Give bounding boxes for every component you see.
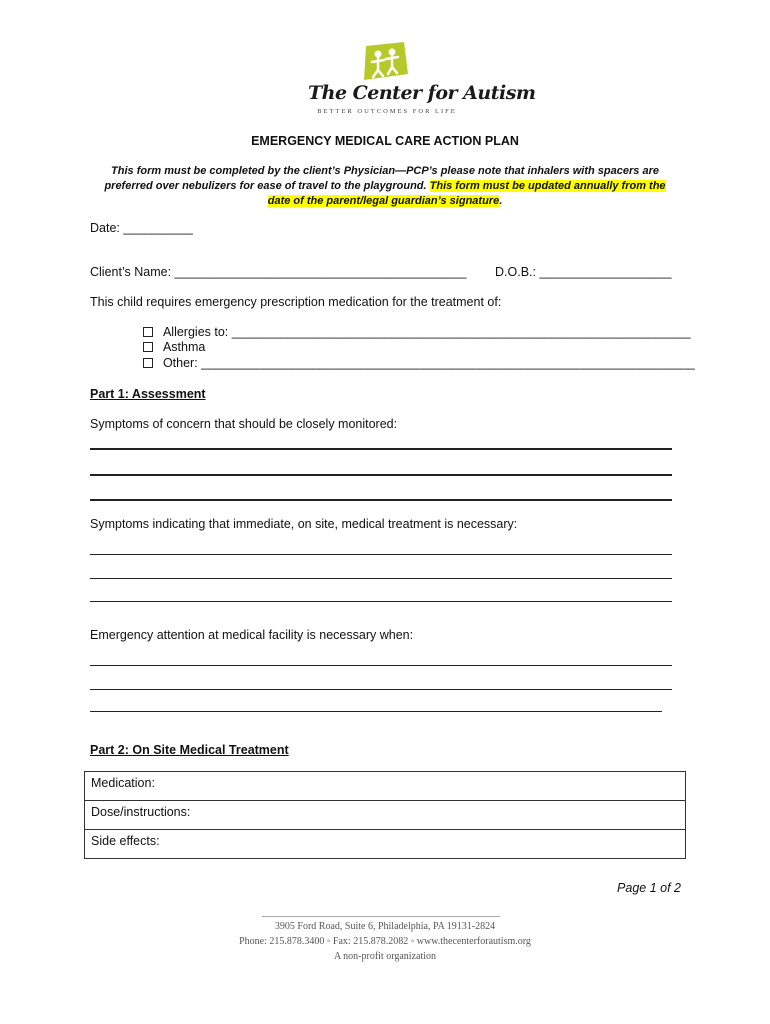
part1-heading: Part 1: Assessment — [90, 387, 206, 401]
part1-question-monitored: Symptoms of concern that should be closely monitored: — [90, 417, 398, 431]
table-row — [85, 772, 686, 801]
other-checkbox[interactable] — [143, 358, 153, 368]
part1-question-facility: Emergency attention at medical facility is necessary when: — [90, 628, 414, 642]
footer-contact: Phone: 215.878.3400 ◦ Fax: 215.878.2082 ◦ www.thecenterforautism.org — [239, 936, 531, 947]
answer-line[interactable] — [90, 711, 662, 712]
instructions-text: This form must be completed by the client’s Physician—PCP’s please note that inhalers with spacers are preferred over nebulizers for ease of travel to the playground. — [104, 165, 659, 192]
option-allergies[interactable] — [136, 311, 691, 339]
other-label: Other: _______________________________________________________________________ — [162, 356, 695, 370]
logo-tagline: BETTER OUTCOMES FOR LIFE — [317, 108, 457, 115]
instructions-end: . — [499, 195, 503, 207]
logo-name: The Center for Autism — [308, 82, 536, 104]
dose-cell[interactable]: Dose/instructions: — [85, 801, 686, 830]
date-field[interactable]: Date: __________ — [90, 221, 193, 235]
instructions-highlight: This form must be updated annually from the date of the parent/legal guardian’s signature — [267, 180, 666, 207]
answer-line[interactable] — [90, 499, 672, 501]
dob-field[interactable]: D.O.B.: ___________________ — [495, 265, 672, 279]
medication-cell[interactable]: Medication: — [85, 772, 686, 801]
form-title: EMERGENCY MEDICAL CARE ACTION PLAN — [251, 134, 519, 148]
treatment-table — [84, 771, 686, 859]
footer-org: A non-profit organization — [333, 951, 437, 962]
answer-line[interactable] — [90, 689, 672, 690]
answer-line[interactable] — [90, 474, 672, 476]
answer-line[interactable] — [90, 554, 672, 555]
part1-question-onsite: Symptoms indicating that immediate, on site, medical treatment is necessary: — [90, 517, 518, 531]
answer-line[interactable] — [90, 665, 672, 666]
asthma-label: Asthma — [162, 340, 206, 354]
organization-logo — [300, 40, 536, 120]
table-row — [85, 830, 686, 859]
footer-address: 3905 Ford Road, Suite 6, Philadelphia, PA 19131-2824 — [274, 921, 496, 932]
treatment-intro: This child requires emergency prescription medication for the treatment of: — [90, 295, 502, 309]
side-effects-cell[interactable]: Side effects: — [85, 830, 686, 859]
allergies-label: Allergies to: __________________________________________________________________ — [162, 325, 691, 339]
answer-line[interactable] — [90, 601, 672, 602]
form-instructions — [92, 164, 678, 209]
answer-line[interactable] — [90, 448, 672, 450]
footer-divider — [262, 916, 500, 917]
answer-line[interactable] — [90, 578, 672, 579]
table-row — [85, 801, 686, 830]
part2-heading: Part 2: On Site Medical Treatment — [90, 743, 289, 757]
page-number: Page 1 of 2 — [617, 881, 681, 895]
client-name-field[interactable]: Client’s Name: __________________________________________ — [90, 265, 467, 279]
option-other[interactable] — [136, 342, 695, 370]
logo-mark-icon — [358, 40, 414, 82]
